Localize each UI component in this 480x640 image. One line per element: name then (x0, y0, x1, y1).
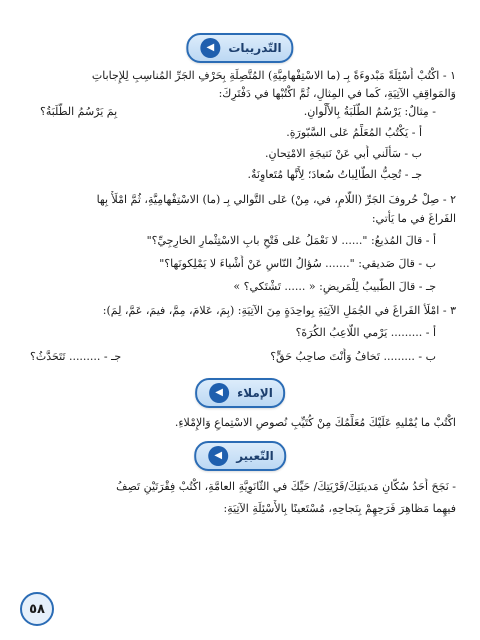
exercise-3-item-c: جـ - ......... تَتَحَدَّثُ؟ (30, 350, 122, 363)
exercise-3-instruction: ٣ - امْلَأ الفَراغَ في الجُمَلِ الآتِيَةِ بِواحِدَةٍ مِنَ الآتِيَةِ: (بِمَ، عَلامَ، مِمَّ، فيمَ، عَمَّ، لِمَ): (102, 304, 456, 317)
exercise-3-item-a: أ - ......... يَرْمي اللّاعِبُ الكُرَةَ؟ (295, 326, 436, 339)
exercise-1-instruction-cont: وَالمَواقِفِ الآتِيَةِ، كَما في المِثالِ، ثُمَّ اكْتُبْها في دَفْتَرِكَ: (218, 87, 456, 100)
exercise-2-instruction: ٢ - صِلْ حُروفَ الجَرِّ (اللّامِ، في، مِنْ) عَلى التَّوالي بِـ (ما) الاسْتِفْهامِيَّةِ، ثُمَّ امْلَأْ بِها (96, 193, 456, 206)
expression-instruction-cont: فيهِما مَظاهِرَ فَرَحِهِمْ بِنَجاحِهِ، مُسْتَعينًا بِالأَسْئِلَةِ الآتِيَةِ: (223, 502, 456, 515)
section-heading-label: التّدريبات (228, 41, 282, 55)
section-heading-label: التّعبير (236, 449, 274, 463)
expression-instruction: - نَجَحَ أَحَدُ سُكّانِ مَدينَتِكَ/قَرْيَتِكَ/ حَيِّكَ في الثّانَوِيَّةِ العامَّةِ، اكْتُبْ فِقْرَتَيْنِ تَصِفُ (116, 480, 456, 493)
section-heading-label: الإملاء (237, 386, 273, 400)
exercise-2-instruction-cont: الفَراغَ في ما يَأْتي: (371, 212, 456, 225)
section-heading-dictation (195, 378, 285, 408)
circle-arrow-icon: ◀ (209, 383, 229, 403)
dictation-instruction: اكْتُبْ ما يُمْليهِ عَلَيْكَ مُعَلِّمُكَ مِنْ كُتَيِّبِ نُصوصِ الاسْتِماعِ وَالإِمْلاءِ. (174, 416, 456, 429)
circle-arrow-icon: ◀ (200, 38, 220, 58)
section-heading-expression (194, 441, 286, 471)
exercise-2-item-b: ب - قالَ صَديقي: "....... سُؤالُ النّاسِ عَنْ أَشْياءَ لا يَمْلِكونَها؟" (159, 257, 436, 270)
example-answer: بِمَ يَرْسُمُ الطَّلَبَةُ؟ (40, 105, 118, 118)
exercise-1-item-b: ب - سَأَلَني أَبي عَنْ نَتيجَةِ الامْتِحانِ. (265, 147, 422, 160)
circle-arrow-icon: ◀ (208, 446, 228, 466)
exercise-1-example (20, 103, 436, 121)
page-number: ٥٨ (20, 592, 54, 626)
section-heading-exercises (186, 33, 293, 63)
exercise-3-items-b-c (20, 348, 436, 366)
exercise-1-item-a: أ - يَكْتُبُ المُعَلِّمُ عَلى السَّبّورَةِ. (286, 126, 422, 139)
example-question: - مِثالٌ: يَرْسُمُ الطَّلَبَةُ بِالأَلْوانِ. (303, 105, 436, 118)
exercise-2-item-a: أ - قالَ المُذيعُ: "...... لا نَعْمَلُ عَلى فَتْحِ بابِ الاسْتِثْمارِ الخارِجِيِّ؟" (146, 234, 436, 247)
exercise-3-item-b: ب - ......... تَخافُ وَأَنْتَ صاحِبُ حَقٍّ؟ (270, 350, 436, 363)
exercise-2-item-c: جـ - قالَ الطَّبيبُ لِلْمَريضِ: « ...... تَشْتَكي؟ » (233, 280, 436, 293)
exercise-1-instruction: ١ - اكْتُبْ أَسْئِلَةً مَبْدوءَةً بِـ (ما الاسْتِفْهامِيَّةِ) المُتَّصِلَةِ بِحَرْفِ الجَرِّ المُناسِبِ لِلإِجاباتِ (91, 69, 456, 82)
exercise-1-item-c: جـ - تُحِبُّ الطّالِباتُ سُعادَ؛ لِأَنَّها مُتَعاوِنَةٌ. (247, 168, 422, 181)
